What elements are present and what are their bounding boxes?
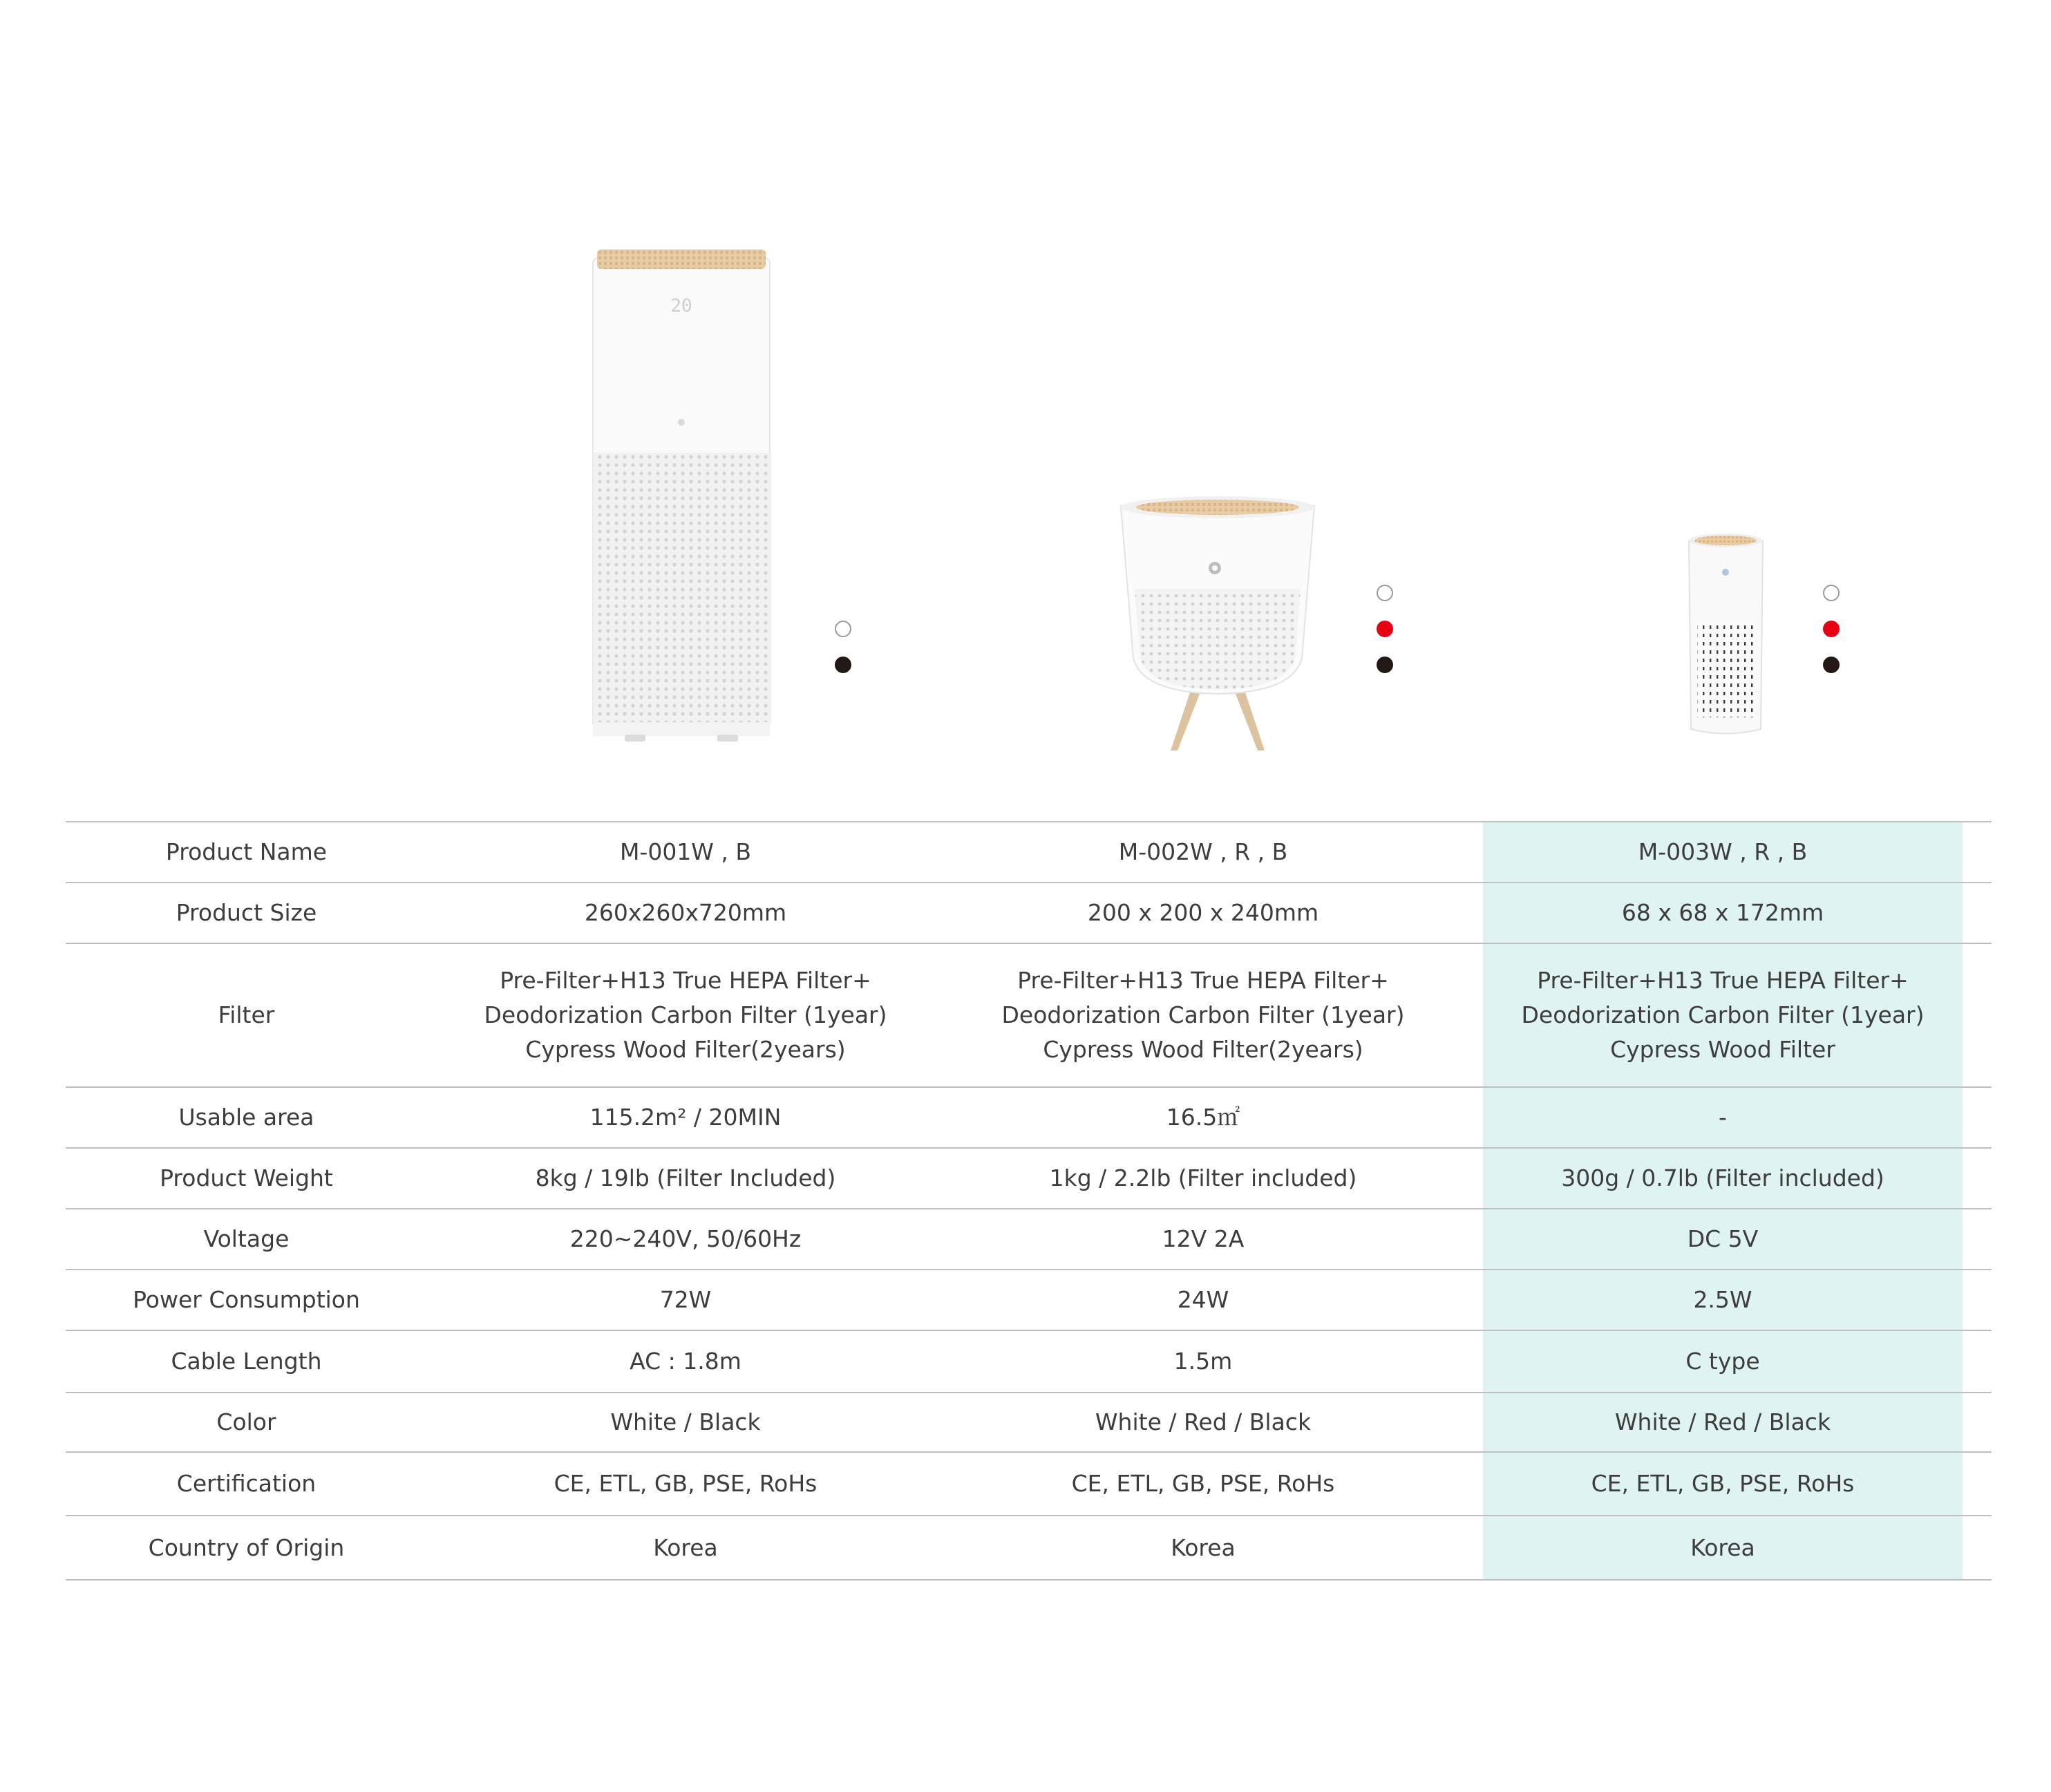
display-readout: 20: [670, 296, 692, 317]
cell-m003: Korea: [1690, 1534, 1755, 1561]
swatch-black[interactable]: [1377, 657, 1393, 673]
cell-m002: M-002W , R , B: [1118, 838, 1288, 865]
cell-m002: CE, ETL, GB, PSE, RoHs: [1071, 1470, 1335, 1497]
round-purifier-illustration: [1114, 492, 1321, 751]
cell-m003: 2.5W: [1693, 1286, 1752, 1313]
color-swatches-m002: [1377, 585, 1396, 676]
cell-m001: M-001W , B: [619, 838, 752, 865]
swatch-white[interactable]: [1377, 585, 1393, 601]
cell-m001: 260x260x720mm: [584, 899, 787, 926]
swatch-red[interactable]: [1377, 621, 1393, 637]
table-row-product-weight: [66, 1149, 1992, 1209]
cell-m001: Pre-Filter+H13 True HEPA Filter+ Deodorization Carbon Filter (1year) Cypress Wood Filter(2years): [484, 967, 887, 1063]
table-row-certification: [66, 1453, 1992, 1516]
cell-m001: White / Black: [610, 1408, 761, 1435]
cell-m003: -: [1719, 1104, 1727, 1131]
row-label: Cable Length: [171, 1348, 322, 1375]
cell-m002: 16.5㎡: [1166, 1104, 1240, 1131]
cell-m001: 220~240V, 50/60Hz: [569, 1225, 802, 1252]
row-label: Power Consumption: [133, 1286, 360, 1313]
table-row-color: [66, 1393, 1992, 1453]
cell-m003: 68 x 68 x 172mm: [1621, 899, 1824, 926]
cell-m003: DC 5V: [1687, 1225, 1759, 1252]
cell-m003: C type: [1685, 1348, 1760, 1375]
row-label: Filter: [218, 1001, 275, 1028]
cell-m002: 12V 2A: [1162, 1225, 1245, 1252]
row-label: Usable area: [178, 1104, 314, 1131]
compact-purifier-illustration: [1686, 532, 1766, 739]
cell-m001: 8kg / 19lb (Filter Included): [535, 1164, 836, 1191]
cell-m001: Korea: [653, 1534, 718, 1561]
row-label: Product Size: [176, 899, 317, 926]
cell-m001: AC : 1.8m: [630, 1348, 741, 1375]
table-row-power-consumption: [66, 1270, 1992, 1331]
swatch-red[interactable]: [1823, 621, 1840, 637]
table-row-cable-length: [66, 1331, 1992, 1393]
color-swatches-m001: [835, 621, 854, 676]
table-row-voltage: [66, 1209, 1992, 1270]
cell-m002: 200 x 200 x 240mm: [1087, 899, 1319, 926]
table-row-product-size: [66, 883, 1992, 944]
table-row-country-of-origin: [66, 1516, 1992, 1581]
row-label: Country of Origin: [148, 1534, 345, 1561]
product-image-m003: [1686, 532, 1766, 739]
row-label: Product Name: [165, 838, 328, 865]
table-row-filter: [66, 944, 1992, 1088]
color-swatches-m003: [1823, 585, 1842, 676]
swatch-black[interactable]: [1823, 657, 1840, 673]
tower-purifier-illustration: [587, 245, 775, 746]
cell-m001: 115.2m² / 20MIN: [589, 1104, 782, 1131]
cell-m003: CE, ETL, GB, PSE, RoHs: [1591, 1470, 1855, 1497]
cell-m002: 1.5m: [1173, 1348, 1233, 1375]
table-row-product-name: [66, 822, 1992, 883]
cell-m002: Korea: [1171, 1534, 1236, 1561]
row-label: Color: [216, 1408, 276, 1435]
cell-m002: 24W: [1177, 1286, 1229, 1313]
cell-m001: CE, ETL, GB, PSE, RoHs: [554, 1470, 817, 1497]
product-image-m002: [1114, 492, 1321, 751]
table-row-usable-area: [66, 1088, 1992, 1149]
product-image-m001: [587, 245, 775, 746]
cell-m003: White / Red / Black: [1614, 1408, 1831, 1435]
cell-m002: Pre-Filter+H13 True HEPA Filter+ Deodorization Carbon Filter (1year) Cypress Wood Filter(2years): [1001, 967, 1405, 1063]
row-label: Certification: [176, 1470, 316, 1497]
cell-m003: Pre-Filter+H13 True HEPA Filter+ Deodorization Carbon Filter (1year) Cypress Wood Filter: [1521, 967, 1925, 1063]
row-label: Product Weight: [160, 1164, 333, 1191]
swatch-white[interactable]: [1823, 585, 1840, 601]
cell-m002: 1kg / 2.2lb (Filter included): [1049, 1164, 1357, 1191]
cell-m001: 72W: [659, 1286, 712, 1313]
swatch-black[interactable]: [835, 657, 851, 673]
row-label: Voltage: [203, 1225, 290, 1252]
cell-m003: M-003W , R , B: [1638, 838, 1808, 865]
cell-m003: 300g / 0.7lb (Filter included): [1561, 1164, 1884, 1191]
cell-m002: White / Red / Black: [1095, 1408, 1312, 1435]
swatch-white[interactable]: [835, 621, 851, 637]
